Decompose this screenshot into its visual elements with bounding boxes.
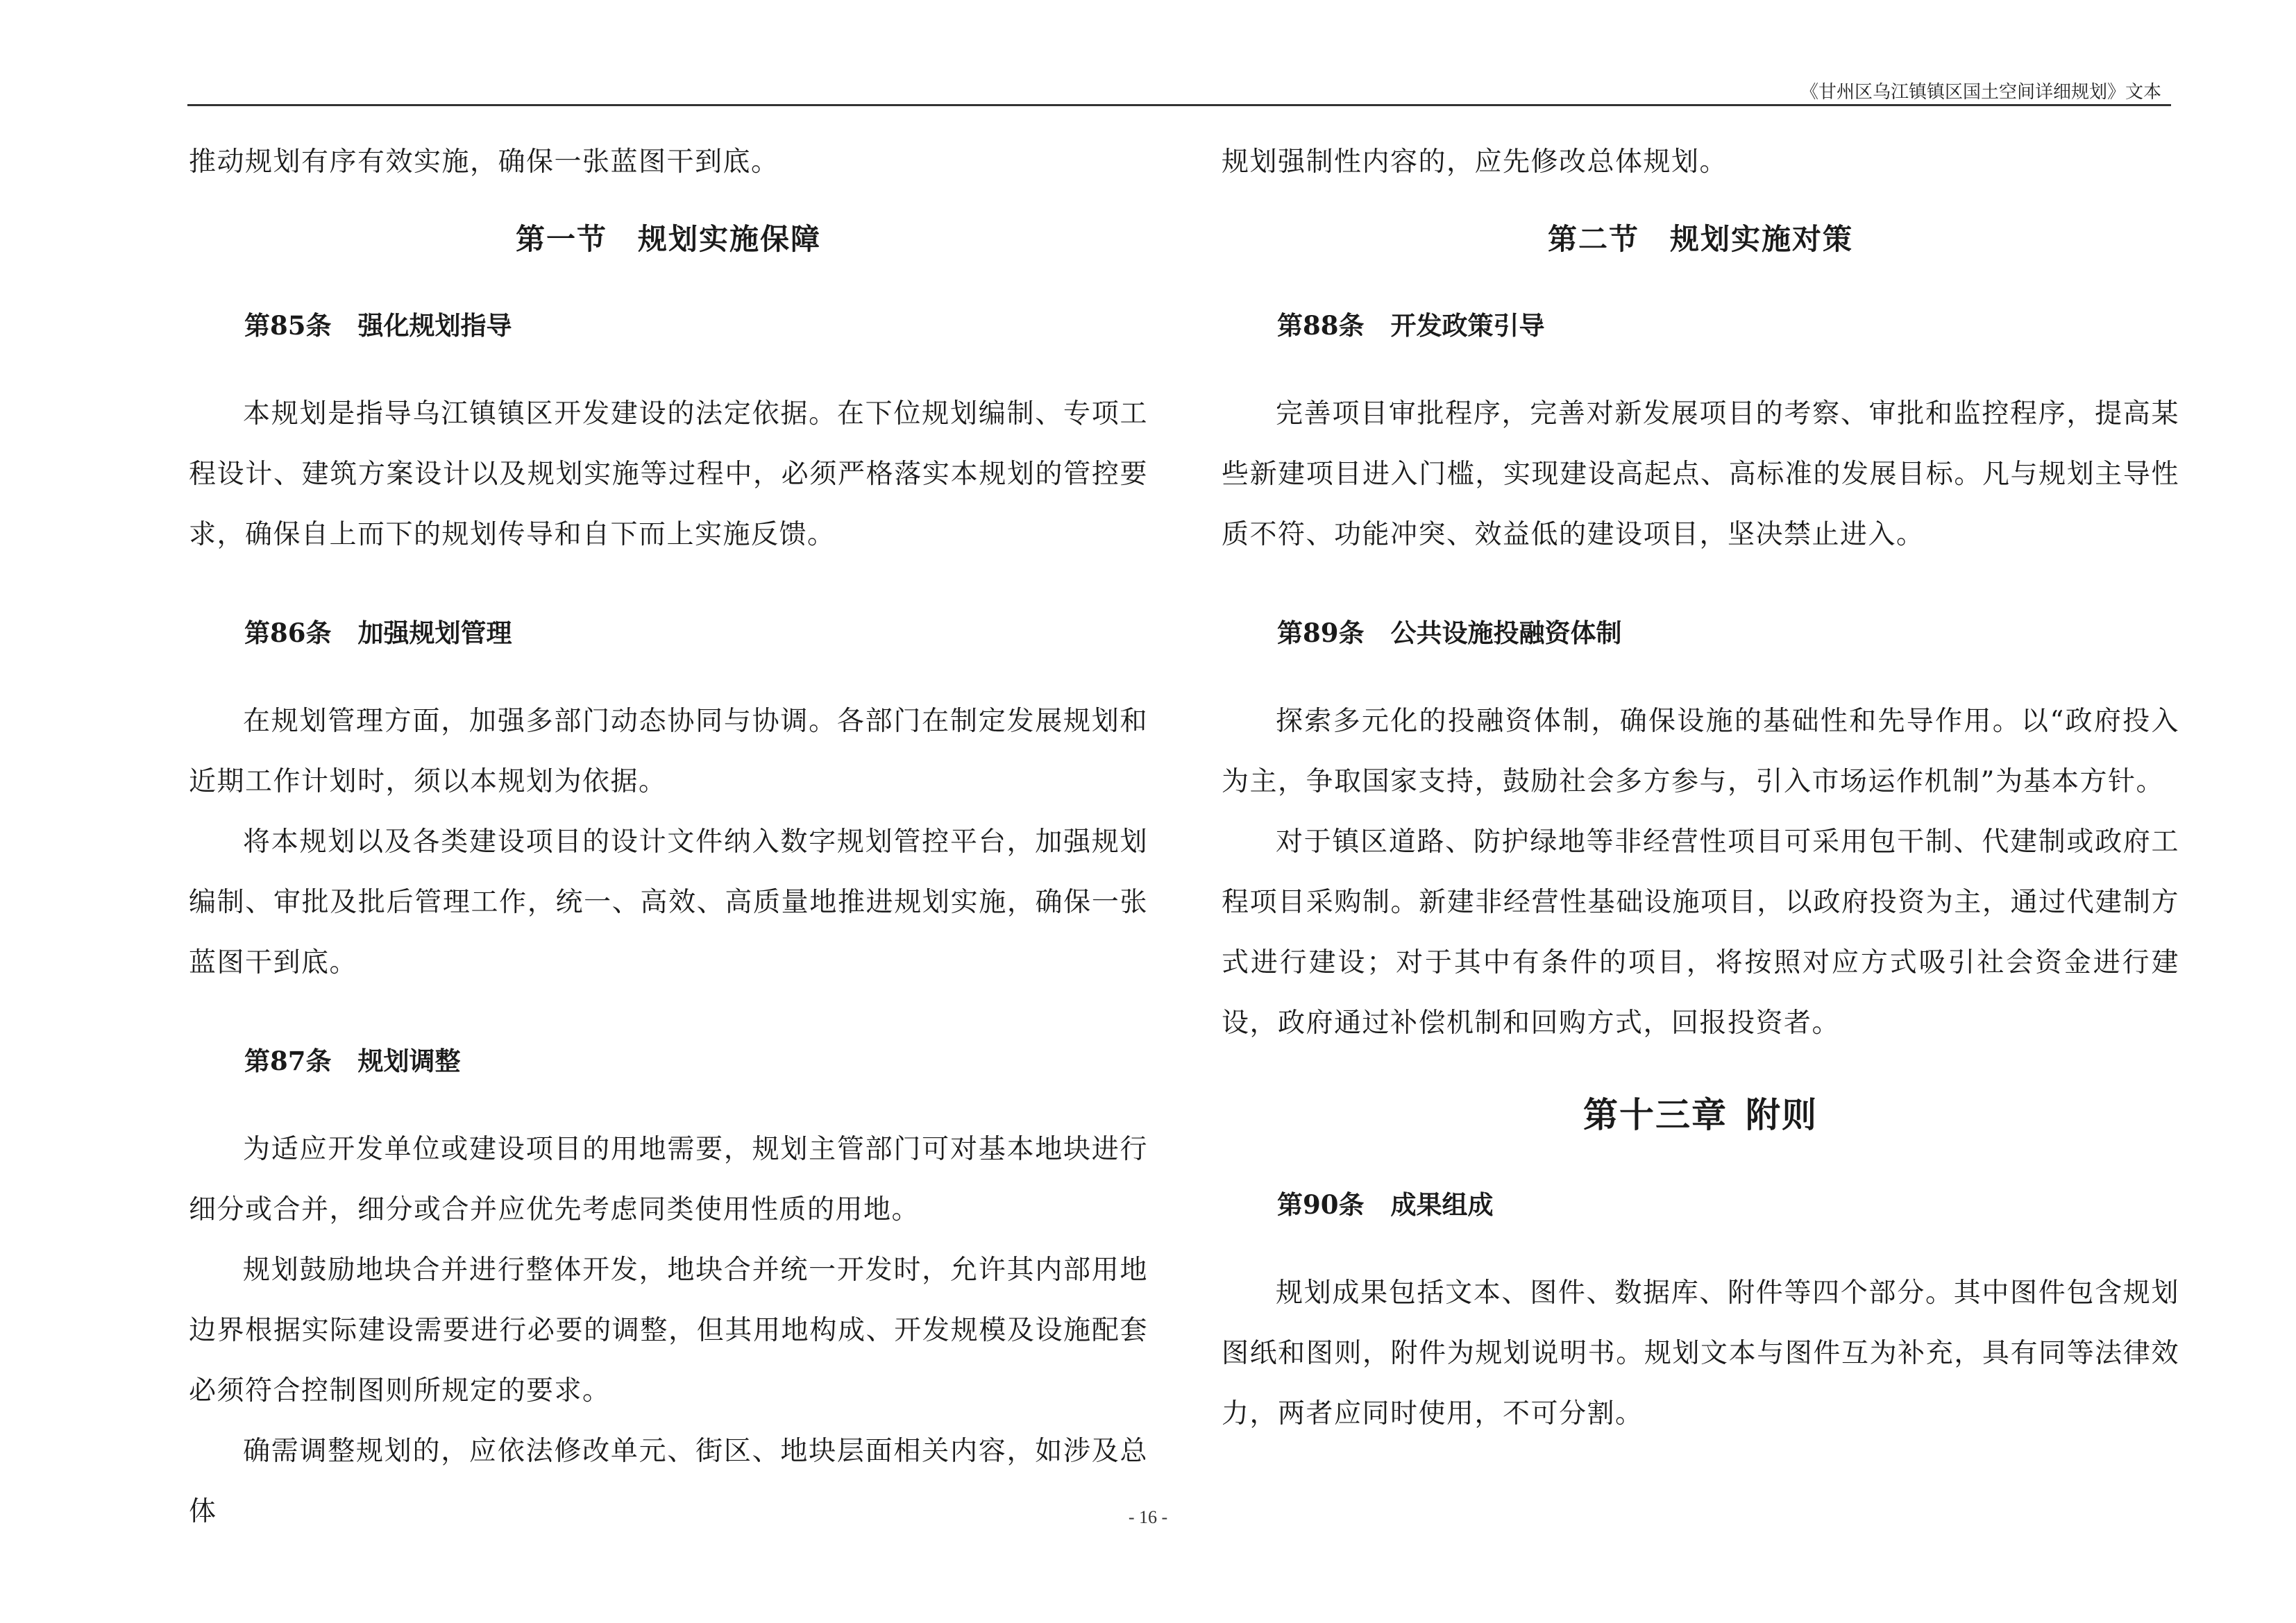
article-88-heading	[1222, 298, 2179, 353]
article-89-number: 第89条	[1277, 618, 1365, 648]
article-86-number: 第86条	[244, 618, 332, 648]
article-85-title: 强化规划指导	[357, 310, 512, 341]
article-88-title: 开发政策引导	[1390, 310, 1545, 341]
article-89-paragraph-2: 对于镇区道路、防护绿地等非经营性项目可采用包干制、代建制或政府工程项目采购制。新建非经营性基础设施项目，以政府投资为主，通过代建制方式进行建设；对于其中有条件的项目，将按照对应方式吸引社会资金进行建设，政府通过补偿机制和回购方式，回报投资者。	[1222, 826, 2179, 1039]
article-85-number: 第85条	[244, 310, 332, 341]
section-title-1: 第一节 规划实施保障	[515, 222, 821, 256]
article-85-heading	[189, 298, 1148, 353]
article-90-title: 成果组成	[1390, 1189, 1494, 1220]
article-90-heading	[1222, 1177, 2179, 1232]
article-89-paragraph-1: 探索多元化的投融资体制，确保设施的基础性和先导作用。以“政府投入为主，争取国家支持，鼓励社会多方参与，引入市场运作机制”为基本方针。	[1222, 706, 2179, 797]
article-86-heading	[189, 605, 1148, 661]
article-87-paragraph-1: 为适应开发单位或建设项目的用地需要，规划主管部门可对基本地块进行细分或合并，细分或合并应优先考虑同类使用性质的用地。	[189, 1134, 1148, 1225]
article-87-heading	[189, 1033, 1148, 1089]
article-89-title: 公共设施投融资体制	[1390, 618, 1622, 648]
page-number: - 16 -	[1128, 1507, 1168, 1527]
article-87-number: 第87条	[244, 1046, 332, 1076]
article-86-paragraph-1: 在规划管理方面，加强多部门动态协同与协调。各部门在制定发展规划和近期工作计划时，须以本规划为依据。	[189, 706, 1148, 797]
article-85-paragraph-1: 本规划是指导乌江镇镇区开发建设的法定依据。在下位规划编制、专项工程设计、建筑方案设计以及规划实施等过程中，必须严格落实本规划的管控要求，确保自上而下的规划传导和自下而上实施反馈。	[189, 398, 1148, 550]
article-90-paragraph-1: 规划成果包括文本、图件、数据库、附件等四个部分。其中图件包含规划图纸和图则，附件为规划说明书。规划文本与图件互为补充，具有同等法律效力，两者应同时使用，不可分割。	[1222, 1277, 2179, 1429]
left-column	[189, 132, 1148, 1542]
article-90-number: 第90条	[1277, 1189, 1365, 1220]
document-header-title: 《甘州区乌江镇镇区国土空间详细规划》文本	[1800, 82, 2161, 103]
article-87-paragraph-3: 确需调整规划的，应依法修改单元、街区、地块层面相关内容，如涉及总体	[189, 1436, 1148, 1527]
article-86-paragraph-2: 将本规划以及各类建设项目的设计文件纳入数字规划管控平台，加强规划编制、审批及批后管理工作，统一、高效、高质量地推进规划实施，确保一张蓝图干到底。	[189, 826, 1148, 978]
article-87-paragraph-2: 规划鼓励地块合并进行整体开发，地块合并统一开发时，允许其内部用地边界根据实际建设需要进行必要的调整，但其用地构成、开发规模及设施配套必须符合控制图则所规定的要求。	[189, 1255, 1148, 1407]
chapter-13-name: 附则	[1746, 1095, 1818, 1135]
chapter-13-title	[1222, 1084, 2179, 1146]
chapter-13-number: 第十三章	[1583, 1095, 1728, 1135]
article-88-paragraph-1: 完善项目审批程序，完善对新发展项目的考察、审批和监控程序，提高某些新建项目进入门槛，实现建设高起点、高标准的发展目标。凡与规划主导性质不符、功能冲突、效益低的建设项目，坚决禁止进入。	[1222, 398, 2179, 550]
article-89-heading	[1222, 605, 2179, 661]
article-88-number: 第88条	[1277, 310, 1365, 341]
article-87-title: 规划调整	[357, 1046, 461, 1076]
right-intro-paragraph: 规划强制性内容的，应先修改总体规划。	[1222, 146, 1728, 178]
article-86-title: 加强规划管理	[357, 618, 512, 648]
header-divider	[187, 104, 2171, 106]
left-intro-paragraph: 推动规划有序有效实施，确保一张蓝图干到底。	[189, 146, 779, 178]
section-title-2: 第二节 规划实施对策	[1547, 222, 1853, 256]
right-column	[1222, 132, 2179, 1444]
